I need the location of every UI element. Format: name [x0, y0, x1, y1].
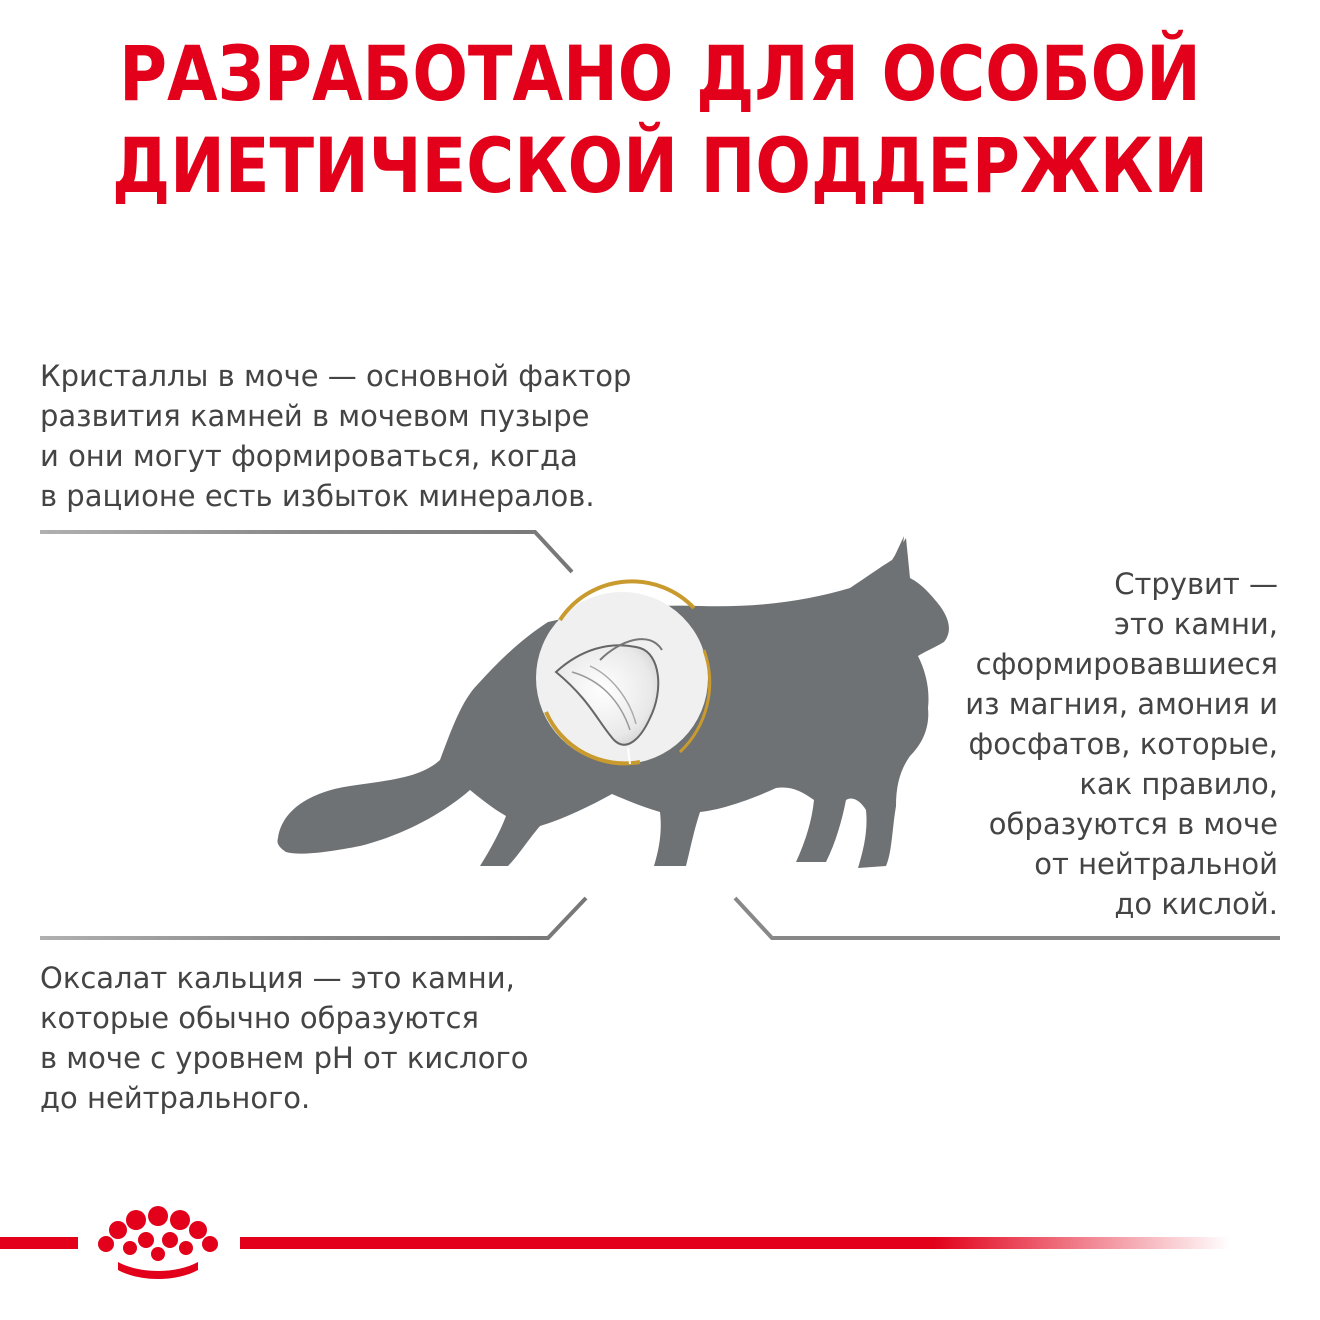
callout-oxalate-line: которые обычно образуются — [40, 1001, 479, 1035]
callout-struvite-line: до кислой. — [1114, 887, 1278, 921]
headline-line-2: ДИЕТИЧЕСКОЙ ПОДДЕРЖКИ — [111, 121, 1209, 210]
headline-line-1: РАЗРАБОТАНО ДЛЯ ОСОБОЙ — [119, 29, 1201, 118]
callout-struvite-line: фосфатов, которые, — [968, 727, 1278, 761]
bottom-band-right — [240, 1237, 1230, 1249]
callout-oxalate-line: Оксалат кальция — это камни, — [40, 961, 515, 995]
callout-oxalate-line: в моче с уровнем pH от кислого — [40, 1041, 529, 1075]
crown-logo — [98, 1206, 218, 1279]
callout-oxalate — [40, 958, 528, 1118]
callout-struvite — [965, 564, 1278, 924]
callout-oxalate-line: до нейтрального. — [40, 1081, 311, 1115]
callout-struvite-line: Струвит — — [1114, 567, 1278, 601]
callout-crystals-line: в рационе есть избыток минералов. — [40, 479, 595, 513]
callout-line-oxalate — [40, 898, 586, 938]
callout-struvite-line: как правило, — [1079, 767, 1278, 801]
bottom-band-left — [0, 1237, 78, 1249]
callout-struvite-line: из магния, амония и — [965, 687, 1278, 721]
callout-struvite-line: от нейтральной — [1034, 847, 1278, 881]
callout-struvite-line: это камни, — [1114, 607, 1278, 641]
callout-crystals-line: Кристаллы в моче — основной фактор — [40, 359, 632, 393]
callout-crystals — [40, 356, 631, 516]
callout-struvite-line: сформировавшиеся — [975, 647, 1278, 681]
headline — [92, 28, 1227, 212]
callout-crystals-line: и они могут формироваться, когда — [40, 439, 578, 473]
callout-line-crystals — [40, 532, 572, 572]
callout-crystals-line: развития камней в мочевом пузыре — [40, 399, 590, 433]
callout-struvite-line: образуются в моче — [988, 807, 1278, 841]
